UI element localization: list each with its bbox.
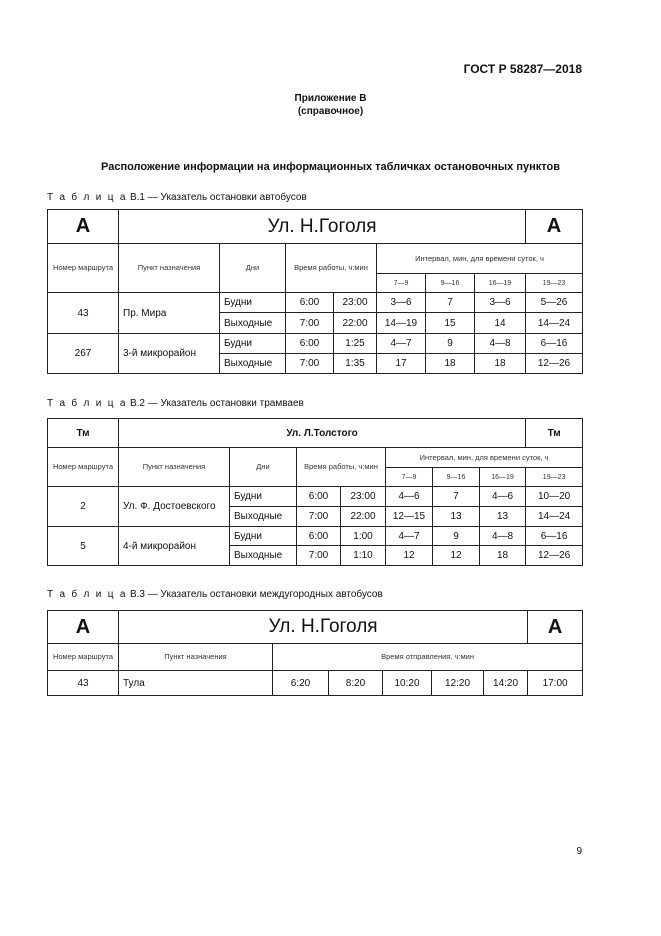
interval: 7 <box>426 293 475 313</box>
table1-header-route: Номер маршрута <box>48 244 119 293</box>
time-to: 23:00 <box>334 293 377 313</box>
table1-period: 9—16 <box>426 274 475 293</box>
interval: 17 <box>377 354 426 374</box>
time-to: 23:00 <box>341 487 386 507</box>
day-type: Будни <box>230 527 297 546</box>
table1-period: 7—9 <box>377 274 426 293</box>
table3-sign-left: А <box>48 611 119 644</box>
time-from: 6:00 <box>286 293 334 313</box>
table-row <box>48 334 583 354</box>
day-type: Выходные <box>230 546 297 566</box>
interval: 14 <box>475 313 526 334</box>
day-type: Выходные <box>220 313 286 334</box>
interval: 9 <box>433 527 480 546</box>
interval: 12—26 <box>526 354 583 374</box>
table-row <box>48 487 583 507</box>
table1-sign-left: А <box>48 210 119 244</box>
interval: 12 <box>386 546 433 566</box>
interval: 14—19 <box>377 313 426 334</box>
interval: 13 <box>433 507 480 527</box>
interval: 12 <box>433 546 480 566</box>
table1-header-destination: Пункт назначения <box>119 244 220 293</box>
destination: 4-й микрорайон <box>119 527 230 566</box>
interval: 7 <box>433 487 480 507</box>
day-type: Будни <box>220 293 286 313</box>
table2-sign-left: Тм <box>48 419 119 448</box>
interval: 9 <box>426 334 475 354</box>
interval: 12—15 <box>386 507 433 527</box>
standard-number: ГОСТ Р 58287—2018 <box>463 62 582 76</box>
table3-caption-text: В.3 — Указатель остановки междугородных автобусов <box>129 589 383 600</box>
table1-sign-right: А <box>526 210 583 244</box>
table3-header-route: Номер маршрута <box>48 644 119 671</box>
appendix-title: Приложение В <box>294 93 367 104</box>
destination: Тула <box>119 671 273 696</box>
table2-header-worktime: Время работы, ч:мин <box>297 448 386 487</box>
route-number: 43 <box>48 293 119 334</box>
destination: 3-й микрорайон <box>119 334 220 374</box>
table3-street: Ул. Н.Гоголя <box>119 611 528 644</box>
departure-time: 17:00 <box>528 671 583 696</box>
interval: 10—20 <box>526 487 583 507</box>
table-tram-stop <box>47 418 583 566</box>
table3-sign-right: А <box>528 611 583 644</box>
departure-time: 10:20 <box>383 671 432 696</box>
time-to: 1:35 <box>334 354 377 374</box>
route-number: 5 <box>48 527 119 566</box>
table3-header-destination: Пункт назначения <box>119 644 273 671</box>
table-row <box>48 527 583 546</box>
table2-header-route: Номер маршрута <box>48 448 119 487</box>
table1-header-worktime: Время работы, ч:мин <box>286 244 377 293</box>
table2-caption-text: В.2 — Указатель остановки трамваев <box>129 398 304 409</box>
table2-street: Ул. Л.Толстого <box>119 419 526 448</box>
table1-header-days: Дни <box>220 244 286 293</box>
interval: 5—26 <box>526 293 583 313</box>
table2-header-days: Дни <box>230 448 297 487</box>
departure-time: 12:20 <box>432 671 484 696</box>
route-number: 267 <box>48 334 119 374</box>
destination: Ул. Ф. Достоевского <box>119 487 230 527</box>
time-to: 1:10 <box>341 546 386 566</box>
table3-caption-prefix: Т а б л и ц а <box>47 589 128 600</box>
departure-time: 8:20 <box>329 671 383 696</box>
destination: Пр. Мира <box>119 293 220 334</box>
route-number: 43 <box>48 671 119 696</box>
time-from: 6:00 <box>286 334 334 354</box>
appendix-subtitle: (справочное) <box>297 106 364 117</box>
table2-header-interval: Интервал, мин, для времени суток, ч <box>386 448 583 468</box>
table-row <box>48 671 583 696</box>
table1-caption <box>47 192 307 203</box>
table1-period: 19—23 <box>526 274 583 293</box>
time-to: 22:00 <box>341 507 386 527</box>
table-row <box>48 293 583 313</box>
interval: 15 <box>426 313 475 334</box>
interval: 4—7 <box>386 527 433 546</box>
time-from: 6:00 <box>297 527 341 546</box>
interval: 4—6 <box>386 487 433 507</box>
table-bus-stop <box>47 209 583 374</box>
document-title: Расположение информации на информационных табличках остановочных пунктов <box>101 161 560 173</box>
table2-caption <box>47 398 304 409</box>
interval: 12—26 <box>526 546 583 566</box>
table2-header-destination: Пункт назначения <box>119 448 230 487</box>
time-from: 7:00 <box>297 507 341 527</box>
table2-sign-right: Тм <box>526 419 583 448</box>
time-from: 6:00 <box>297 487 341 507</box>
interval: 18 <box>480 546 526 566</box>
interval: 4—7 <box>377 334 426 354</box>
interval: 18 <box>426 354 475 374</box>
interval: 4—8 <box>475 334 526 354</box>
time-to: 1:00 <box>341 527 386 546</box>
interval: 3—6 <box>377 293 426 313</box>
time-to: 22:00 <box>334 313 377 334</box>
table2-caption-prefix: Т а б л и ц а <box>47 398 128 409</box>
table1-period: 16—19 <box>475 274 526 293</box>
time-from: 7:00 <box>286 354 334 374</box>
interval: 3—6 <box>475 293 526 313</box>
table3-header-departure: Время отправления, ч:мин <box>273 644 583 671</box>
interval: 6—16 <box>526 527 583 546</box>
table1-caption-prefix: Т а б л и ц а <box>47 192 128 203</box>
interval: 6—16 <box>526 334 583 354</box>
day-type: Выходные <box>230 507 297 527</box>
table1-header-interval: Интервал, мин, для времени суток, ч <box>377 244 583 274</box>
departure-time: 6:20 <box>273 671 329 696</box>
interval: 14—24 <box>526 507 583 527</box>
table2-period: 7—9 <box>386 468 433 487</box>
time-from: 7:00 <box>286 313 334 334</box>
interval: 13 <box>480 507 526 527</box>
day-type: Будни <box>230 487 297 507</box>
table2-period: 16—19 <box>480 468 526 487</box>
page-number: 9 <box>576 846 582 857</box>
day-type: Будни <box>220 334 286 354</box>
day-type: Выходные <box>220 354 286 374</box>
interval: 18 <box>475 354 526 374</box>
interval: 4—6 <box>480 487 526 507</box>
route-number: 2 <box>48 487 119 527</box>
table1-street: Ул. Н.Гоголя <box>119 210 526 244</box>
time-to: 1:25 <box>334 334 377 354</box>
table2-period: 9—16 <box>433 468 480 487</box>
time-from: 7:00 <box>297 546 341 566</box>
table3-caption <box>47 589 383 600</box>
table1-caption-text: В.1 — Указатель остановки автобусов <box>129 192 307 203</box>
table2-period: 19—23 <box>526 468 583 487</box>
table-intercity-bus-stop <box>47 610 583 696</box>
interval: 4—8 <box>480 527 526 546</box>
interval: 14—24 <box>526 313 583 334</box>
departure-time: 14:20 <box>484 671 528 696</box>
